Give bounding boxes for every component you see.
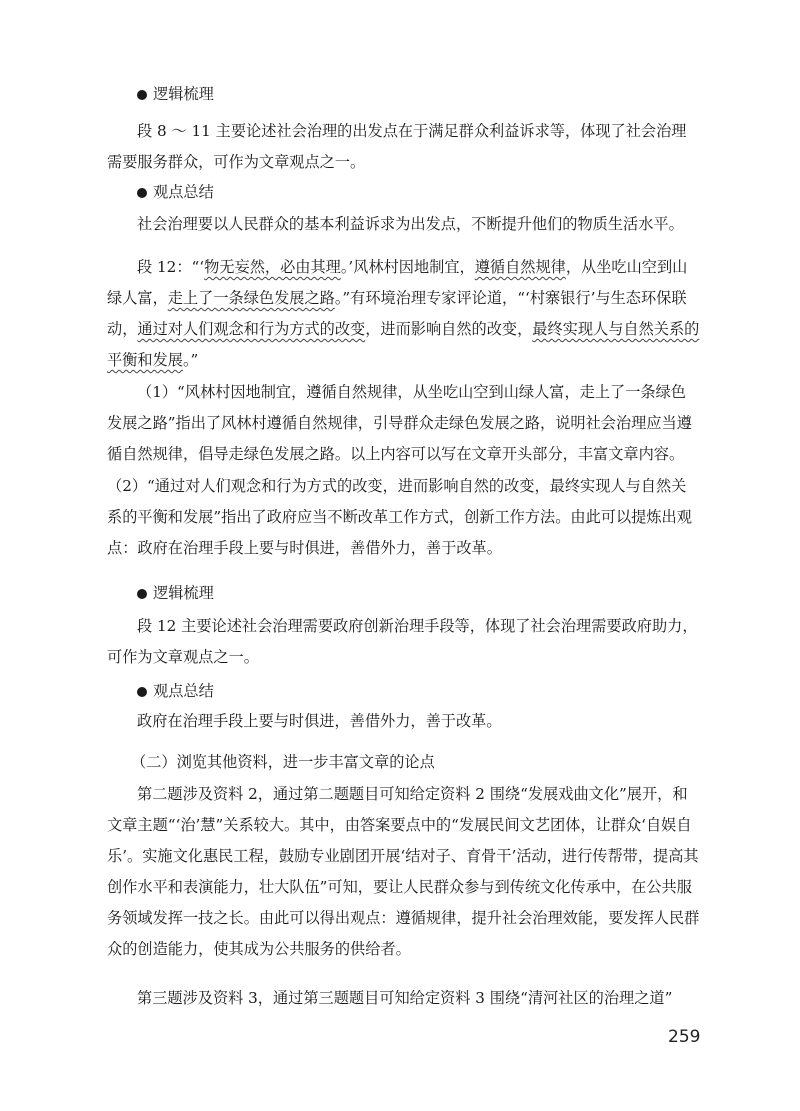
bullet-icon xyxy=(137,589,147,599)
section-title: （二）浏览其他资料，进一步丰富文章的论点 xyxy=(131,753,435,771)
paragraph-material-2: 第二题涉及资料 2，通过第二题题目可知给定资料 2 围绕“发展戏曲文化”展开，和文章主题“‘治’慧”关系较大。其中，由答案要点中的“发展民间文艺团体，让群众‘自娱自乐’。实施文化惠民工程，鼓励专业剧团开展‘结对子、育骨干’活动，进行传帮带，提高其创作水平和表演能力，壮大队伍”可知，要让人民群众参与到传统文化传承中，在公共服务领域发挥一技之长。由此可以得出观点：遵循规律，提升社会治理效能，要发挥人民群众的创造能力，使其成为公共服务的供给者。 xyxy=(107,785,700,958)
logic-summary-1: 段 8 ～ 11 主要论述社会治理的出发点在于满足群众利益诉求等，体现了社会治理需要服务群众，可作为文章观点之一。 xyxy=(107,122,687,171)
section-heading-logic-1: 逻辑梳理 xyxy=(137,82,214,106)
view-summary-2: 政府在治理手段上要与时俱进，善借外力，善于改革。 xyxy=(137,712,502,730)
underlined-phrase: 最终实现人与自然关系的平衡和发展 xyxy=(107,320,700,369)
bullet-icon xyxy=(137,90,147,100)
logic-summary-2: 段 12 主要论述社会治理需要政府创新治理手段等，体现了社会治理需要政府助力，可作为文章观点之一。 xyxy=(107,617,698,666)
underlined-phrase: 遵循自然规律 xyxy=(474,258,566,276)
section-heading-logic-2: 逻辑梳理 xyxy=(137,581,214,605)
page-number: 259 xyxy=(668,1027,701,1047)
bullet-icon xyxy=(137,188,147,198)
underlined-phrase: 走上了一条绿色发展之路 xyxy=(167,289,335,307)
paragraph-material-3: 第三题涉及资料 3，通过第三题题目可知给定资料 3 围绕“清河社区的治理之道” xyxy=(137,989,673,1007)
analysis-item-2: （2）“通过对人们观念和行为方式的改变，进而影响自然的改变，最终实现人与自然关系的平衡和发展”指出了政府应当不断改革工作方式，创新工作方法。由此可以提炼出观点：政府在治理手段上要与时俱进，善借外力，善于改革。 xyxy=(107,477,692,557)
quote-paragraph-12: 段 12：“‘物无妄然，必由其理。’风林村因地制宜，遵循自然规律，从坐吃山空到山绿人富，走上了一条绿色发展之路。”有环境治理专家评论道，“‘村寨银行’与生态环保联动，通过对人们观念和行为方式的改变，进而影响自然的改变，最终实现人与自然关系的平衡和发展。” xyxy=(107,258,700,369)
view-summary-1: 社会治理要以人民群众的基本利益诉求为出发点，不断提升他们的物质生活水平。 xyxy=(137,215,684,233)
bullet-icon xyxy=(137,687,147,697)
section-heading-view-2: 观点总结 xyxy=(137,679,214,703)
underlined-phrase: 物无妄然，必由其理 xyxy=(204,258,341,276)
section-heading-view-1: 观点总结 xyxy=(137,180,214,204)
analysis-item-1: （1）“风林村因地制宜，遵循自然规律，从坐吃山空到山绿人富，走上了一条绿色发展之路”指出了风林村遵循自然规律，引导群众走绿色发展之路，说明社会治理应当遵循自然规律，倡导走绿色发展之路。以上内容可以写在文章开头部分，丰富文章内容。 xyxy=(107,383,692,463)
underlined-phrase: 通过对人们观念和行为方式的改变 xyxy=(137,320,366,338)
